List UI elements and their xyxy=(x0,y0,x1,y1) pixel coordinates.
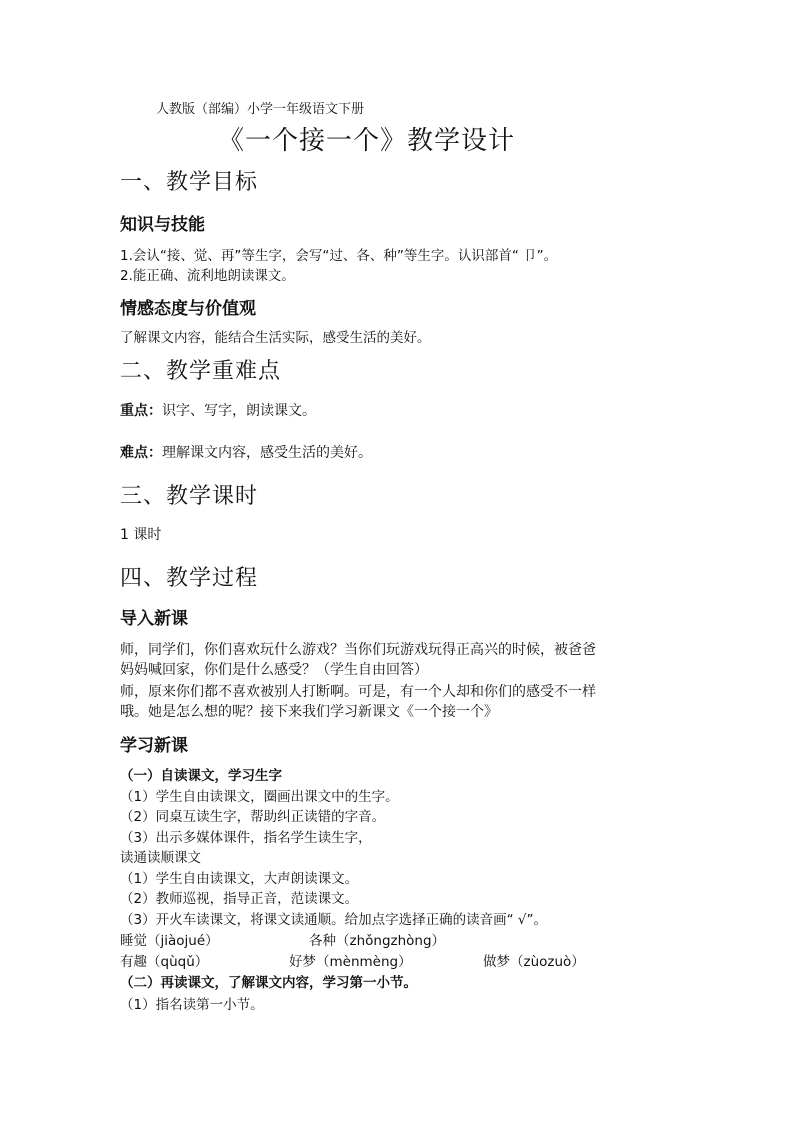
part1-line: （2）同桌互读生字，帮助纠正读错的字音。 xyxy=(120,809,386,825)
key-point xyxy=(120,400,316,420)
intro-line: 师，同学们，你们喜欢玩什么游戏？当你们玩游戏玩得正高兴的时候，被爸爸 xyxy=(120,642,596,658)
part1-line: （3）开火车读课文，将课文读通顺。给加点字选择正确的读音画“ √”。 xyxy=(120,912,547,928)
pinyin-option: 做梦（zùozuò） xyxy=(483,954,585,970)
part1-line: （3）出示多媒体课件，指名学生读生字， xyxy=(120,830,372,846)
part1-line: 读通读顺课文 xyxy=(120,850,201,866)
document-subtitle: 人教版（部编）小学一年级语文下册 xyxy=(156,102,365,117)
intro-line: 师，原来你们都不喜欢被别人打断啊。可是，有一个人却和你们的感受不一样 xyxy=(120,684,596,700)
pinyin-option: 有趣（qùqǔ） xyxy=(120,954,209,970)
part1-line: （1）学生自由读课文，大声朗读课文。 xyxy=(120,871,359,887)
intro-line: 妈妈喊回家，你们是什么感受？（学生自由回答） xyxy=(120,662,428,678)
key-point-label: 重点： xyxy=(120,403,162,419)
part1-heading: （一）自读课文，学习生字 xyxy=(120,768,282,784)
section-heading-process: 四、教学过程 xyxy=(120,566,259,591)
document-title: 《一个接一个》教学设计 xyxy=(218,126,516,156)
part1-line: （2）教师巡视，指导正音，范读课文。 xyxy=(120,891,359,907)
periods-text: 1 课时 xyxy=(120,527,162,543)
subheading-introduction: 导入新课 xyxy=(120,609,188,629)
difficult-point-text: 理解课文内容，感受生活的美好。 xyxy=(162,445,372,461)
pinyin-option: 睡觉（jiàojué） xyxy=(120,933,219,949)
section-heading-objectives: 一、教学目标 xyxy=(120,170,259,195)
knowledge-item: 1.会认“接、觉、再”等生字，会写“过、各、种”等生字。认识部首“ 卩”。 xyxy=(120,248,558,264)
section-heading-periods: 三、教学课时 xyxy=(120,484,259,509)
difficult-point xyxy=(120,442,372,462)
subheading-new-lesson: 学习新课 xyxy=(120,736,188,756)
part2-line: （1）指名读第一小节。 xyxy=(120,997,264,1013)
part2-heading: （二）再读课文，了解课文内容，学习第一小节。 xyxy=(120,975,417,991)
knowledge-item: 2.能正确、流利地朗读课文。 xyxy=(120,268,295,284)
difficult-point-label: 难点： xyxy=(120,445,162,461)
subheading-knowledge-skills: 知识与技能 xyxy=(120,215,205,235)
key-point-text: 识字、写字，朗读课文。 xyxy=(162,403,316,419)
emotion-text: 了解课文内容，能结合生活实际，感受生活的美好。 xyxy=(120,330,431,346)
pinyin-option: 各种（zhǒngzhòng） xyxy=(309,933,446,949)
subheading-emotion-values: 情感态度与价值观 xyxy=(120,299,256,319)
pinyin-option: 好梦（mènmèng） xyxy=(289,954,412,970)
part1-line: （1）学生自由读课文，圈画出课文中的生字。 xyxy=(120,789,399,805)
section-heading-key-points: 二、教学重难点 xyxy=(120,359,282,384)
intro-line: 哦。她是怎么想的呢？接下来我们学习新课文《一个接一个》 xyxy=(120,704,498,720)
